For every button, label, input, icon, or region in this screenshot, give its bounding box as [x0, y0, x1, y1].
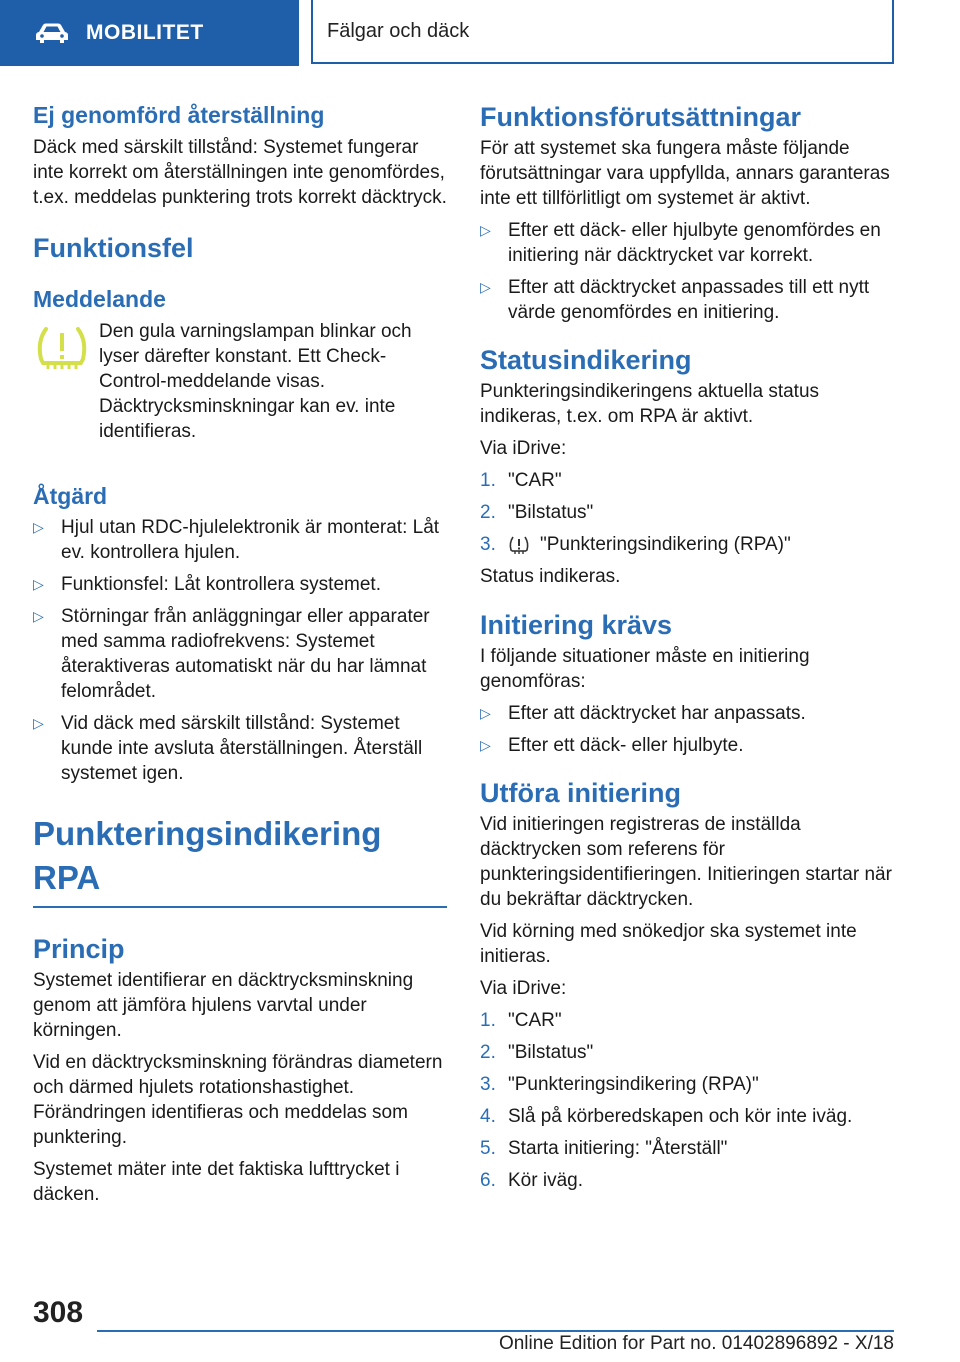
heading-reset-failed: Ej genomförd återställning: [33, 102, 325, 128]
via-idrive-label: Via iDrive:: [480, 438, 567, 459]
tire-pressure-warning-icon: [33, 319, 99, 379]
list-item: 6. Kör iväg.: [480, 1170, 583, 1191]
prerequisites-list: [480, 218, 892, 325]
action-list: [33, 515, 447, 786]
bullet-triangle-icon: ▷: [480, 705, 491, 721]
status-steps: [480, 468, 892, 557]
right-column: [480, 100, 892, 1193]
chapter-title: Fälgar och däck: [327, 19, 470, 42]
list-item: 1. "CAR": [480, 470, 562, 491]
paragraph-principle-3: Systemet mäter inte det faktiska lufttrycket i däcken.: [33, 1159, 400, 1205]
paragraph-perform-1: Vid initieringen registreras de inställda däcktrycken som referens för punkteringsidentifieringen. Initieringen startar när du bekräftar däcktrycken.: [480, 814, 892, 910]
bullet-triangle-icon: ▷: [480, 279, 491, 295]
paragraph-message: Den gula varningslampan blinkar och lyser därefter konstant. Ett Check-Control-meddelande visas. Däcktrycksminskningar kan ev. inte identifieras.: [99, 321, 412, 442]
list-item: ▷ Störningar från anläggningar eller apparater med samma radiofrekvens: Systemet återaktiveras automatiskt när du har lämnat felområdet.: [33, 606, 430, 702]
paragraph-status-shown: Status indikeras.: [480, 566, 621, 587]
list-item: 2. "Bilstatus": [480, 502, 594, 523]
bullet-triangle-icon: ▷: [480, 222, 491, 238]
paragraph-init-required: I följande situationer måste en initiering genomföras:: [480, 646, 810, 692]
list-item: 4. Slå på körberedskapen och kör inte iväg.: [480, 1106, 853, 1127]
init-required-list: [480, 701, 892, 758]
list-item: 1. "CAR": [480, 1010, 562, 1031]
heading-malfunction: Funktionsfel: [33, 233, 194, 263]
list-item: 3. "Punkteringsindikering (RPA)": [480, 534, 791, 555]
section-tab[interactable]: [0, 0, 299, 66]
heading-principle: Princip: [33, 934, 125, 964]
via-idrive-label: Via iDrive:: [480, 978, 567, 999]
paragraph-perform-2: Vid körning med snökedjor ska systemet inte initieras.: [480, 921, 857, 967]
heading-rpa: Punkteringsindikering RPA: [33, 815, 382, 896]
paragraph-prerequisites: För att systemet ska fungera måste följande förutsättningar vara uppfyllda, annars garanteras inte ett tillförlitligt om systemet är aktivt.: [480, 138, 890, 209]
list-item: ▷ Efter att däcktrycket har anpassats.: [480, 703, 806, 724]
list-item: ▷ Efter ett däck- eller hjulbyte.: [480, 735, 744, 756]
list-item: 2. "Bilstatus": [480, 1042, 594, 1063]
footer-edition: Online Edition for Part no. 01402896892 - X/18: [498, 1333, 894, 1354]
bullet-triangle-icon: ▷: [33, 608, 44, 624]
paragraph-principle-2: Vid en däcktrycksminskning förändras diametern och därmed hjulets rotationshastighet. Förändringen identifieras och meddelas som punktering.: [33, 1052, 443, 1148]
bullet-triangle-icon: ▷: [480, 737, 491, 753]
heading-status: Statusindikering: [480, 345, 692, 375]
paragraph-status: Punkteringsindikeringens aktuella status indikeras, t.ex. om RPA är aktivt.: [480, 381, 820, 427]
list-item: ▷ Hjul utan RDC-hjulelektronik är monterat: Låt ev. kontrollera hjulen.: [33, 517, 440, 563]
paragraph-reset-failed: Däck med särskilt tillstånd: Systemet fungerar inte korrekt om återställningen inte genomfördes, t.ex. meddelas punktering trots korrekt däcktryck.: [33, 137, 447, 208]
paragraph-principle-1: Systemet identifierar en däcktrycksminskning genom att jämföra hjulens varvtal under körningen.: [33, 970, 414, 1041]
perform-steps: [480, 1008, 892, 1193]
list-item: ▷ Funktionsfel: Låt kontrollera systemet.: [33, 574, 381, 595]
list-item: 3. "Punkteringsindikering (RPA)": [480, 1074, 759, 1095]
list-item: 5. Starta initiering: "Återställ": [480, 1138, 728, 1159]
heading-init-required: Initiering krävs: [480, 610, 673, 640]
list-item: ▷ Vid däck med särskilt tillstånd: Systemet kunde inte avsluta återställningen. Återställ systemet igen.: [33, 713, 423, 784]
list-item: ▷ Efter ett däck- eller hjulbyte genomfördes en initiering när däcktrycket var korrekt.: [480, 220, 881, 266]
heading-prerequisites: Funktionsförutsättningar: [480, 102, 801, 132]
left-column: [33, 100, 447, 1207]
heading-perform-init: Utföra initiering: [480, 778, 681, 808]
heading-message: Meddelande: [33, 286, 166, 312]
heading-rule: [33, 906, 447, 908]
message-block: [33, 319, 447, 444]
section-title: MOBILITET: [86, 21, 204, 44]
chapter-header: [311, 0, 894, 64]
bullet-triangle-icon: ▷: [33, 715, 44, 731]
bullet-triangle-icon: ▷: [33, 519, 44, 535]
page-number: 308: [33, 1296, 84, 1329]
footer-rule: [97, 1330, 894, 1332]
list-item: ▷ Efter att däcktrycket anpassades till ett nytt värde genomfördes en initiering.: [480, 277, 870, 323]
car-icon: [34, 22, 70, 44]
tire-pressure-icon: [508, 534, 530, 556]
heading-action: Åtgärd: [33, 483, 108, 509]
bullet-triangle-icon: ▷: [33, 576, 44, 592]
